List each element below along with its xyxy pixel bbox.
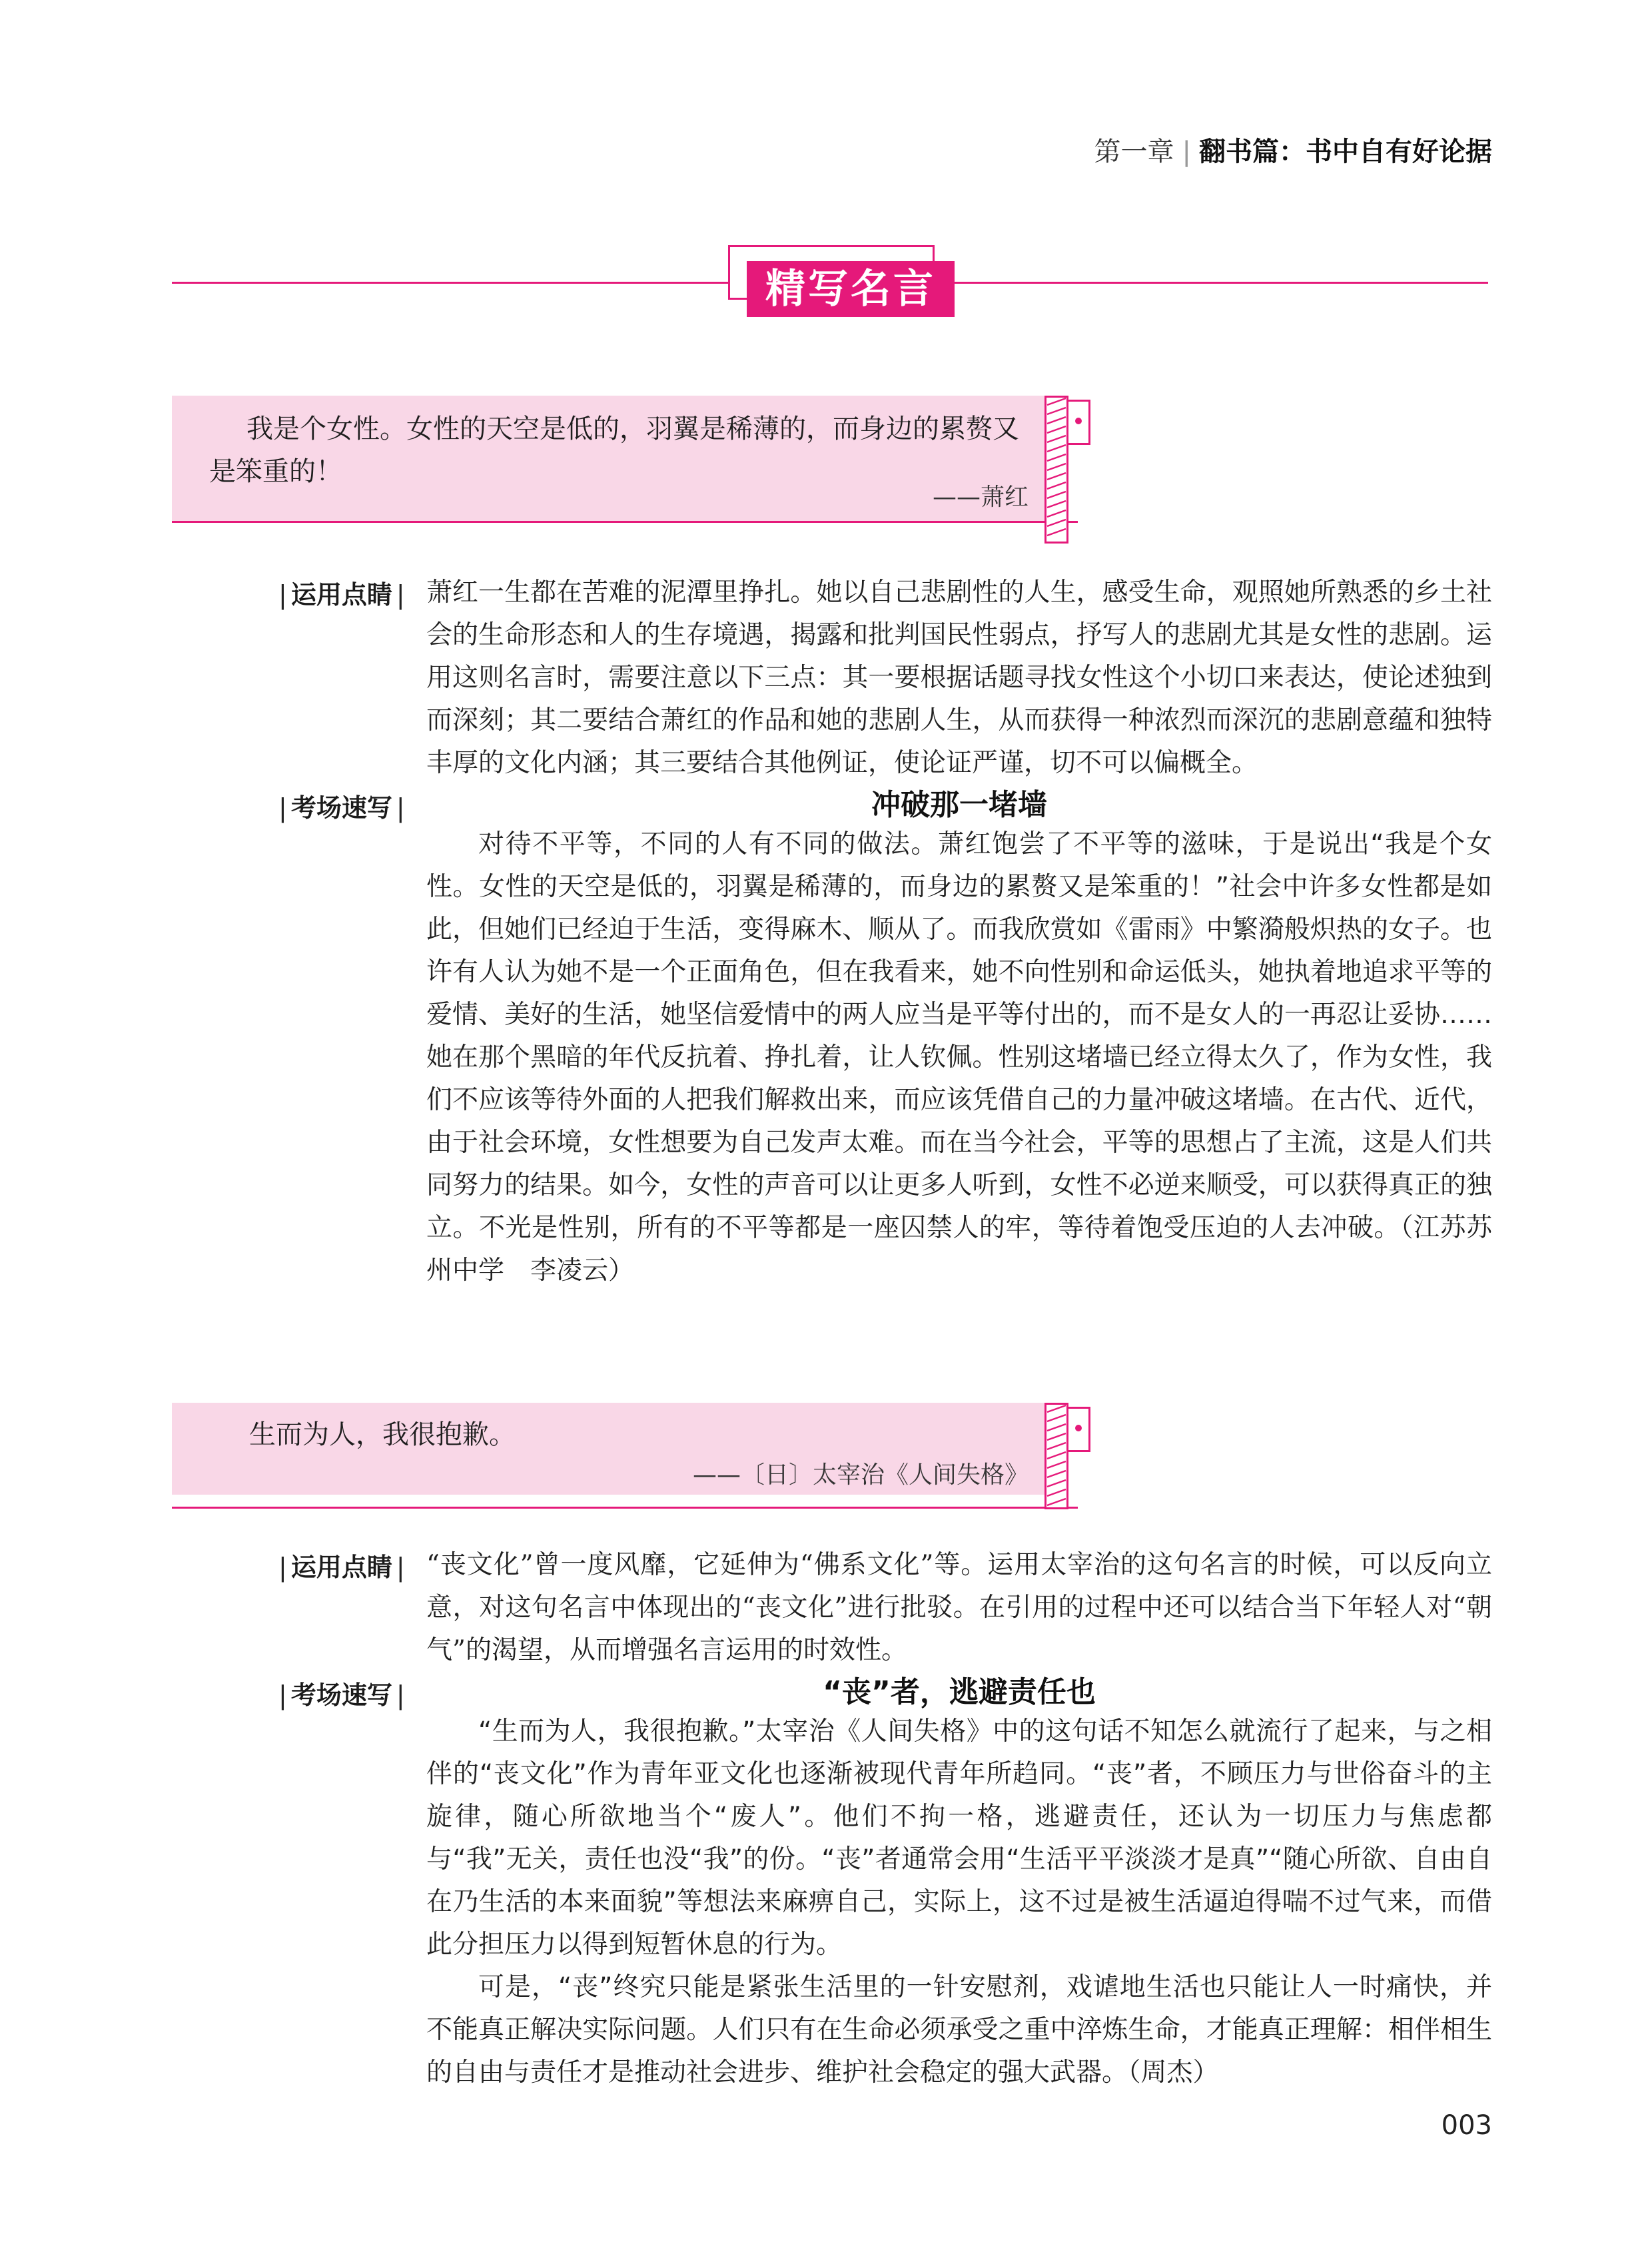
section-title: 精写名言 (747, 261, 955, 317)
exam-label-2: | 考场速写 | (278, 1681, 405, 1710)
usage-text-1 (426, 571, 1492, 785)
tab-dot-icon (1075, 418, 1082, 424)
article-title-1: 冲破那一堵墙 (871, 788, 1047, 822)
running-header (1094, 131, 1492, 169)
section-label: 翻书篇：书中自有好论据 (1199, 137, 1492, 167)
usage-label-text: 运用点睛 (290, 1553, 392, 1582)
article-paragraph: 对待不平等，不同的人有不同的做法。萧红饱尝了不平等的滋味，于是说出“我是个女性。女性的天空是低的，羽翼是稀薄的，而身边的累赘又是笨重的！”社会中许多女性都是如此，但她们已经迫于生活，变得麻木、顺从了。而我欣赏如《雷雨》中繁漪般炽热的女子。也许有人认为她不是一个正面角色，但在我看来，她不向性别和命运低头，她执着地追求平等的爱情、美好的生活，她坚信爱情中的两人应当是平等付出的，而不是女人的一再忍让妥协……她在那个黑暗的年代反抗着、挣扎着，让人钦佩。性别这堵墙已经立得太久了，作为女性，我们不应该等待外面的人把我们解救出来，而应该凭借自己的力量冲破这堵墙。在古代、近代，由于社会环境，女性想要为自己发声太难。而在当今社会，平等的思想占了主流，这是人们共同努力的结果。如今，女性的声音可以让更多人听到，女性不必逆来顺受，可以获得真正的独立。不光是性别，所有的不平等都是一座囚禁人的牢，等待着饱受压迫的人去冲破。（江苏苏州中学 李凌云） (426, 829, 1492, 1286)
quote-author: ——萧红 (932, 484, 1029, 511)
article-title-2: “丧”者，逃避责任也 (823, 1675, 1096, 1709)
exam-label-text: 考场速写 (290, 793, 392, 823)
usage-text-2 (426, 1544, 1492, 1672)
quote-box-2 (172, 1403, 1059, 1495)
chapter-label: 第一章 (1094, 137, 1174, 167)
tab-dot-icon (1075, 1425, 1082, 1431)
article-body-1 (426, 823, 1492, 1292)
usage-paragraph: 萧红一生都在苦难的泥潭里挣扎。她以自己悲剧性的人生，感受生命，观照她所熟悉的乡土社会的生命形态和人的生存境遇，揭露和批判国民性弱点，抒写人的悲剧尤其是女性的悲剧。运用这则名言时，需要注意以下三点：其一要根据话题寻找女性这个小切口来表达，使论述独到而深刻；其二要结合萧红的作品和她的悲剧人生，从而获得一种浓烈而深沉的悲剧意蕴和独特丰厚的文化内涵；其三要结合其他例证，使论证严谨，切不可以偏概全。 (426, 577, 1492, 778)
quote-box-1-tab (1068, 400, 1090, 445)
quote-text: 生而为人，我很抱歉。 (249, 1419, 516, 1450)
quote-box-1-underline (172, 521, 1078, 523)
quote-box-2-tab (1068, 1407, 1090, 1452)
usage-label-1: | 运用点睛 | (278, 580, 405, 609)
quote-box-1 (172, 396, 1059, 521)
quote-box-1-stripe-icon (1044, 396, 1068, 544)
header-separator: | (1182, 137, 1191, 167)
usage-paragraph: “丧文化”曾一度风靡，它延伸为“佛系文化”等。运用太宰治的这句名言的时候，可以反向立意，对这句名言中体现出的“丧文化”进行批驳。在引用的过程中还可以结合当下年轻人对“朝气”的渴望，从而增强名言运用的时效性。 (426, 1550, 1492, 1665)
exam-label-text: 考场速写 (290, 1681, 392, 1710)
quote-author: ——〔日〕太宰治《人间失格》 (692, 1461, 1029, 1489)
usage-label-2: | 运用点睛 | (278, 1553, 405, 1582)
exam-label-1: | 考场速写 | (278, 793, 405, 823)
article-paragraph: 可是，“丧”终究只能是紧张生活里的一针安慰剂，戏谑地生活也只能让人一时痛快，并不能真正解决实际问题。人们只有在生命必须承受之重中淬炼生命，才能真正理解：相伴相生的自由与责任才是推动社会进步、维护社会稳定的强大武器。（周杰） (426, 1972, 1492, 2087)
quote-text: 我是个女性。女性的天空是低的，羽翼是稀薄的，而身边的累赘又是笨重的！ (209, 414, 1019, 487)
page-number: 003 (1441, 2110, 1492, 2141)
usage-label-text: 运用点睛 (290, 580, 392, 609)
quote-box-2-stripe-icon (1044, 1403, 1068, 1509)
article-body-2 (426, 1710, 1492, 2094)
section-title-block (728, 245, 955, 317)
quote-box-2-underline (172, 1507, 1078, 1509)
article-paragraph: “生而为人，我很抱歉。”太宰治《人间失格》中的这句话不知怎么就流行了起来，与之相伴的“丧文化”作为青年亚文化也逐渐被现代青年所趋同。“丧”者，不顾压力与世俗奋斗的主旋律，随心所欲地当个“废人”。他们不拘一格，逃避责任，还认为一切压力与焦虑都与“我”无关，责任也没“我”的份。“丧”者通常会用“生活平平淡淡才是真”“随心所欲、自由自在乃生活的本来面貌”等想法来麻痹自己，实际上，这不过是被生活逼迫得喘不过气来，而借此分担压力以得到短暂休息的行为。 (426, 1716, 1492, 1960)
